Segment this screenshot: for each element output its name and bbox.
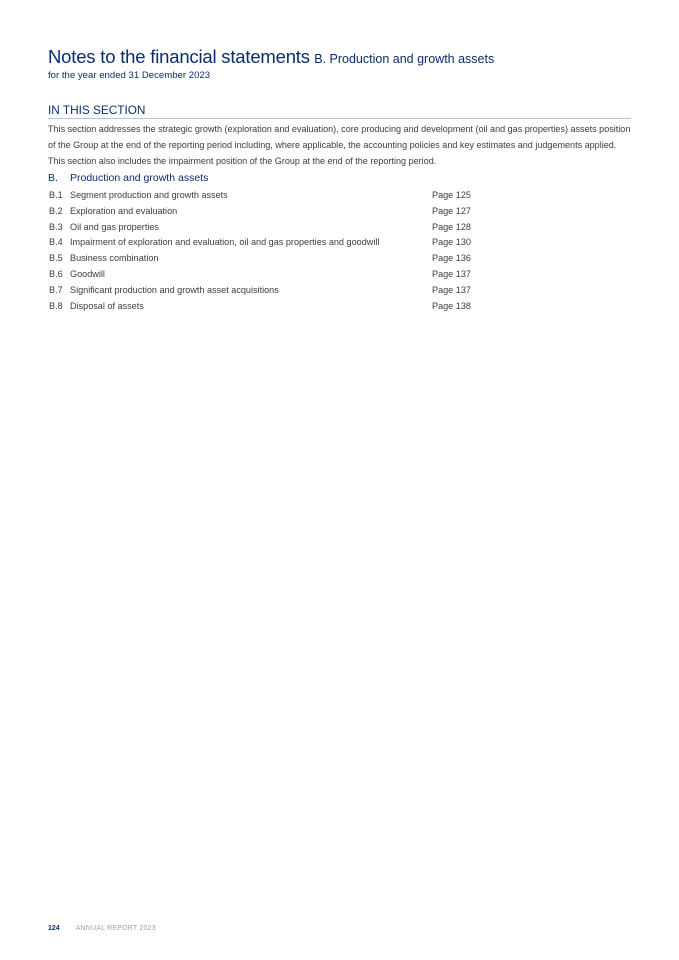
page-header	[48, 48, 648, 81]
toc-item-page: Page 137	[432, 284, 471, 295]
toc-item-b2[interactable]	[48, 204, 478, 220]
section-heading: IN THIS SECTION	[48, 103, 631, 119]
section-intro: This section addresses the strategic growth (exploration and evaluation), core producing and development (oil and gas properties) assets position of the Group at the end of the reporting period including, where applicable, the accounting policies and key estimates and judgements applied. This section also includes the impairment position of the Group at the end of the reporting period.	[48, 124, 631, 167]
page-number: 124	[48, 925, 60, 932]
toc-item-code: B.8	[49, 300, 63, 311]
toc-item-b1[interactable]	[48, 188, 478, 204]
toc-group-heading	[48, 172, 478, 184]
toc-item-label: Disposal of assets	[70, 300, 144, 311]
toc-item-page: Page 137	[432, 268, 471, 279]
toc-item-code: B.6	[49, 268, 63, 279]
table-of-contents	[48, 188, 478, 314]
reporting-period: for the year ended 31 December 2023	[48, 70, 211, 81]
toc-item-label: Impairment of exploration and evaluation, oil and gas properties and goodwill	[70, 237, 380, 248]
toc-item-code: B.2	[49, 205, 63, 216]
toc-item-label: Goodwill	[70, 268, 105, 279]
toc-item-page: Page 128	[432, 221, 471, 232]
toc-item-b4[interactable]	[48, 235, 478, 251]
toc-item-label: Business combination	[70, 253, 159, 264]
toc-item-b7[interactable]	[48, 283, 478, 299]
toc-item-page: Page 127	[432, 205, 471, 216]
toc-item-page: Page 138	[432, 300, 471, 311]
toc-item-code: B.4	[49, 237, 63, 248]
toc-item-code: B.3	[49, 221, 63, 232]
report-label: ANNUAL REPORT 2023	[75, 925, 156, 932]
toc-item-label: Oil and gas properties	[70, 221, 159, 232]
toc-item-label: Segment production and growth assets	[70, 190, 228, 200]
page-footer	[48, 925, 156, 932]
toc-item-page: Page 130	[432, 237, 471, 248]
toc-item-code: B.7	[49, 284, 63, 295]
toc-item-b3[interactable]	[48, 220, 478, 236]
page-title-line	[48, 48, 648, 67]
toc-item-code: B.5	[49, 253, 63, 264]
toc-item-label: Significant production and growth asset acquisitions	[70, 284, 279, 295]
toc-item-label: Exploration and evaluation	[70, 205, 178, 216]
toc-item-b8[interactable]	[48, 299, 478, 315]
section-subtitle: B. Production and growth assets	[314, 52, 495, 66]
toc-group-title: Production and growth assets	[70, 172, 209, 184]
toc-item-b6[interactable]	[48, 267, 478, 283]
toc-item-page: Page 125	[432, 190, 471, 200]
toc-item-page: Page 136	[432, 253, 471, 264]
toc-item-b5[interactable]	[48, 251, 478, 267]
toc-item-code: B.1	[49, 190, 63, 200]
page-title: Notes to the financial statements	[48, 46, 310, 67]
toc-group-code: B.	[48, 172, 58, 184]
